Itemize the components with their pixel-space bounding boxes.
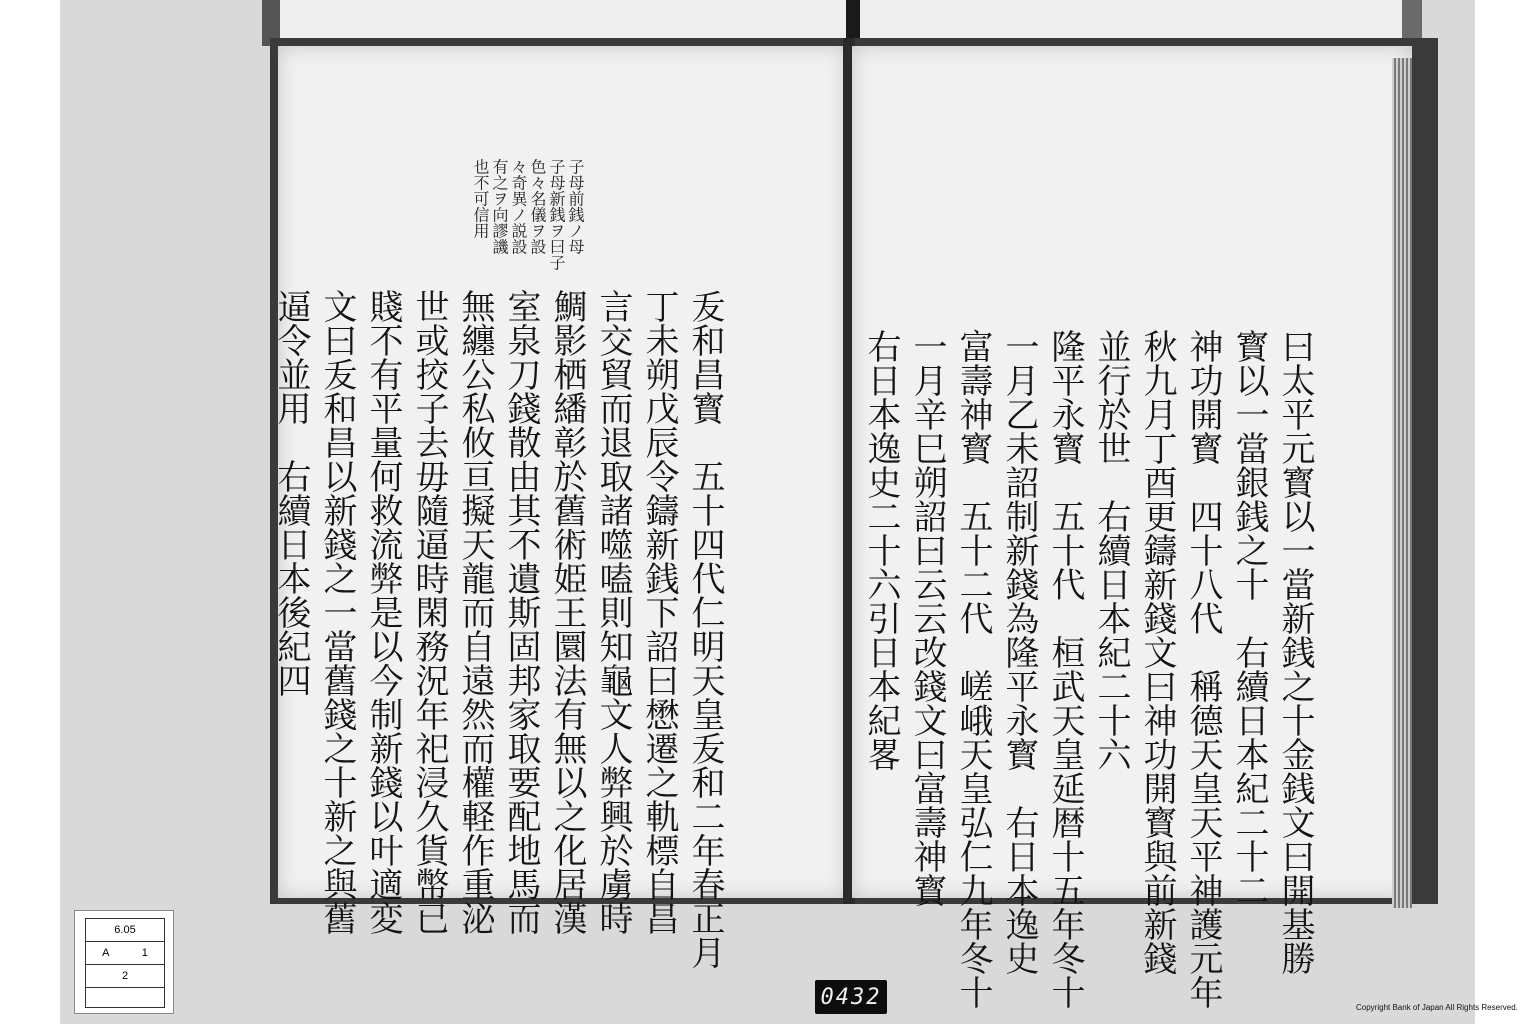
text-column: 隆平永寳 五十代 桓武天皇延暦十五年冬十 [1045,328,1085,1009]
margin-note-line: 々奇異ノ説設 [509,158,528,255]
text-column: 神功開寳 四十八代 稱德天皇天平神護元年 [1183,328,1223,1009]
text-column: 右日本逸史二十六引日本紀畧 [861,328,901,771]
left-page [271,46,846,969]
catalog-label [74,910,174,1014]
left-page-text [222,224,774,969]
margin-note-line: 子母新銭ヲ曰子 [547,158,566,271]
text-column: 室泉刀錢散由其不遺斯固邦家取要配地馬而 [501,288,541,935]
catalog-series-row [86,942,164,965]
margin-note-line: 色々名儀ヲ設 [528,158,547,255]
copyright-notice: Copyright Bank of Japan All Rights Reserved. [1356,1003,1518,1012]
text-column: 丁未朔戊辰令鑄新銭下詔曰懋遷之軌標自昌 [639,288,679,935]
margin-note-line: 子母前銭ノ母 [566,158,585,255]
page-stack-edge [1392,58,1412,908]
text-column: 言交貿而退取諸噬嗑則知龜文人弊興於虜時 [593,288,633,935]
text-column: 秋九月丁酉更鑄新錢文曰神功開寳與前新錢 [1137,328,1177,975]
text-column: 富壽神寳 五十二代 嵯峨天皇弘仁九年冬十 [953,328,993,1009]
text-column: 一月乙未詔制新錢為隆平永寳 右日本逸史 [999,328,1039,975]
frame-number: 0432 [815,980,887,1014]
text-column: 叐和昌寳 五十四代仁明天皇叐和二年春正月 [685,288,725,969]
text-column: 鯛影栖繙彰於舊術姫王圜法有無以之化居漢 [547,288,587,935]
margin-note-line: 也不可信用 [471,158,490,239]
margin-note-line: 有之ヲ向謬譏 [490,158,509,255]
text-column: 寳以一當銀銭之十 右續日本紀二十二 [1229,328,1269,907]
right-page [852,46,1412,1009]
text-column: 逼令並用 右續日本後紀四 [271,288,311,697]
catalog-volume: 1 [141,947,148,959]
text-column: 世或挍子去毋隨逼時閑務況年祀浸久貨幣已 [409,288,449,935]
text-column: 一月辛巳朔詔曰云云改錢文曰富壽神寳 [907,328,947,907]
text-column: 賤不有平量何救流弊是以今制新錢以叶適変 [363,288,403,935]
text-column: 無纏公私攸亘擬天龍而自遠然而權軽作重泌 [455,288,495,935]
catalog-grid [85,918,165,1008]
catalog-number: 6.05 [86,919,164,942]
catalog-blank-cell [86,988,164,1010]
text-column: 曰太平元寳以一當新銭之十金銭文曰開基勝 [1275,328,1315,975]
catalog-item: 2 [86,965,164,988]
text-column: 並行於世 右續日本紀二十六 [1091,328,1131,771]
catalog-series: A [102,947,110,959]
text-column: 文曰叐和昌以新錢之一當舊錢之十新之與舊 [317,288,357,935]
